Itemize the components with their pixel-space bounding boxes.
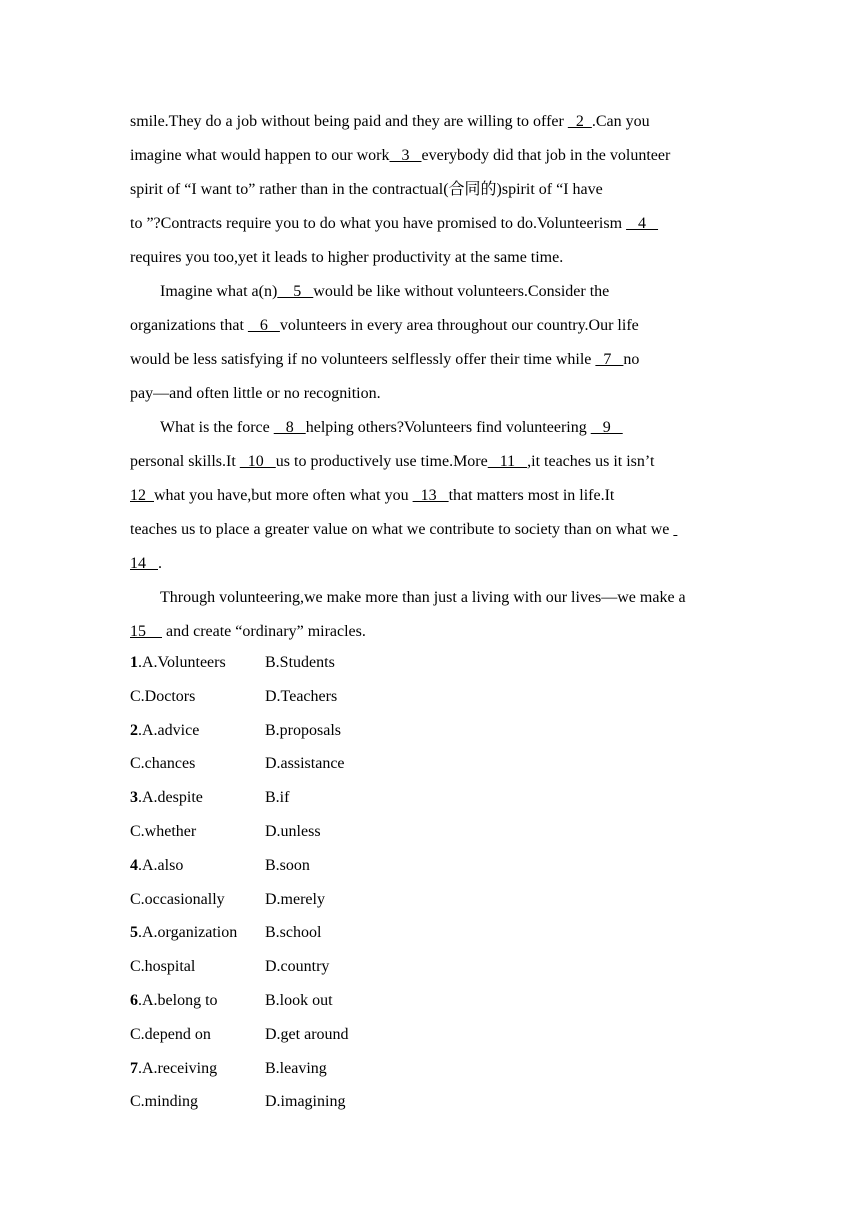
passage-text: requires you too,yet it leads to higher productivity at the same time. <box>130 249 564 266</box>
passage-text: smile.They do a job without being paid and they are willing to offer <box>130 113 568 130</box>
answer-blank: 10 <box>239 453 276 470</box>
option-c: C.chances <box>130 755 196 773</box>
passage-line <box>130 309 735 343</box>
passage-text: volunteers in every area throughout our country.Our life <box>279 317 639 334</box>
answer-blank: 7 <box>595 351 624 368</box>
question-option-row <box>130 781 735 815</box>
passage-text: Imagine what a(n) <box>160 283 278 300</box>
passage-text: What is the force <box>160 419 274 436</box>
passage-text: . <box>158 555 162 572</box>
passage-text: pay—and often little or no recognition. <box>130 385 381 402</box>
passage-text: us to productively use time.More <box>275 453 488 470</box>
option-a-text: .A.organization <box>138 924 238 942</box>
passage-text: teaches us to place a greater value on what we contribute to society than on what we <box>130 521 674 538</box>
question-option-row <box>130 747 735 781</box>
answer-blank: 5 <box>277 283 314 300</box>
passage-line <box>130 547 735 581</box>
passage-line <box>130 275 735 309</box>
passage-text: helping others?Volunteers find volunteering <box>305 419 591 436</box>
answer-blank: 2 <box>567 113 592 130</box>
passage-text: ,it teaches us it isn’t <box>527 453 655 470</box>
option-d: D.unless <box>265 822 321 840</box>
passage-line <box>130 479 735 513</box>
passage-line <box>130 343 735 377</box>
passage-text: to ”?Contracts require you to do what you have promised to do.Volunteerism <box>130 215 627 232</box>
passage-line <box>130 139 735 173</box>
passage-text: would be like without volunteers.Consider the <box>313 283 610 300</box>
cloze-passage <box>130 105 735 649</box>
option-c: C.depend on <box>130 1025 211 1043</box>
option-a <box>130 714 265 748</box>
passage-text: what you have,but more often what you <box>154 487 413 504</box>
option-a-text: .A.despite <box>138 789 203 807</box>
option-d: D.country <box>265 958 330 976</box>
option-a-text: .A.Volunteers <box>138 654 226 671</box>
option-a-text: .A.advice <box>138 721 200 739</box>
option-b: B.soon <box>265 856 310 874</box>
option-a-text: .A.also <box>138 856 184 874</box>
option-a <box>130 1052 265 1086</box>
option-b: B.look out <box>265 991 333 1009</box>
answer-blank: 8 <box>273 419 306 436</box>
question-option-row <box>130 883 735 917</box>
option-c: C.Doctors <box>130 687 196 705</box>
question-number: 6 <box>130 991 138 1009</box>
passage-line <box>130 581 735 615</box>
question-option-row <box>130 815 735 849</box>
passage-text: Through volunteering,we make more than just a living with our lives—we make a <box>160 589 686 606</box>
option-a <box>130 849 265 883</box>
answer-blank: 15 <box>130 623 162 640</box>
passage-text: that matters most in life.It <box>448 487 615 504</box>
option-c: C.whether <box>130 822 197 840</box>
answer-blank: 3 <box>389 147 422 164</box>
option-a <box>130 781 265 815</box>
question-option-row <box>130 1052 735 1086</box>
passage-text: .Can you <box>591 113 650 130</box>
question-number: 4 <box>130 856 138 874</box>
answer-blank: 4 <box>626 215 659 232</box>
passage-text: no <box>623 351 640 368</box>
passage-text: imagine what would happen to our work <box>130 147 390 164</box>
option-a-text: .A.receiving <box>138 1059 218 1077</box>
passage-line <box>130 411 735 445</box>
question-option-row <box>130 1085 735 1119</box>
option-b: B.school <box>265 924 322 942</box>
passage-text: and create “ordinary” miracles. <box>162 623 366 640</box>
question-option-row <box>130 849 735 883</box>
option-d: D.Teachers <box>265 687 338 705</box>
question-option-row <box>130 984 735 1018</box>
question-option-row <box>130 950 735 984</box>
option-b: B.Students <box>265 654 335 671</box>
option-b: B.proposals <box>265 721 341 739</box>
answer-blank <box>673 521 677 538</box>
question-option-row <box>130 680 735 714</box>
passage-line <box>130 241 735 275</box>
question-number: 2 <box>130 721 138 739</box>
question-option-row <box>130 646 735 680</box>
passage-text: would be less satisfying if no volunteers selflessly offer their time while <box>130 351 596 368</box>
question-option-row <box>130 916 735 950</box>
passage-text: spirit of “I want to” rather than in the contractual(合同的)spirit of “I have <box>130 181 603 198</box>
answer-blank: 13 <box>412 487 449 504</box>
option-b: B.leaving <box>265 1059 327 1077</box>
question-option-row <box>130 1018 735 1052</box>
passage-line <box>130 377 735 411</box>
question-number: 7 <box>130 1059 138 1077</box>
answer-blank: 9 <box>590 419 623 436</box>
option-c: C.occasionally <box>130 890 225 908</box>
option-b: B.if <box>265 789 290 807</box>
answer-blank: 6 <box>247 317 280 334</box>
passage-line <box>130 173 735 207</box>
question-number: 3 <box>130 789 138 807</box>
option-a <box>130 646 265 680</box>
answer-blank: 12 <box>130 487 154 504</box>
option-a <box>130 984 265 1018</box>
passage-text: everybody did that job in the volunteer <box>421 147 671 164</box>
passage-text: personal skills.It <box>130 453 240 470</box>
passage-line <box>130 207 735 241</box>
passage-line <box>130 105 735 139</box>
option-d: D.get around <box>265 1025 349 1043</box>
option-d: D.assistance <box>265 755 345 773</box>
passage-line <box>130 445 735 479</box>
answer-blank: 11 <box>487 453 528 470</box>
option-d: D.imagining <box>265 1093 346 1111</box>
option-a-text: .A.belong to <box>138 991 218 1009</box>
passage-text: organizations that <box>130 317 248 334</box>
answer-blank: 14 <box>130 555 158 572</box>
question-option-row <box>130 714 735 748</box>
option-d: D.merely <box>265 890 325 908</box>
answer-options-list <box>130 646 735 1119</box>
passage-line <box>130 615 735 649</box>
option-c: C.hospital <box>130 958 196 976</box>
question-number: 5 <box>130 924 138 942</box>
passage-line <box>130 513 735 547</box>
option-a <box>130 916 265 950</box>
option-c: C.minding <box>130 1093 199 1111</box>
question-number: 1 <box>130 654 138 671</box>
